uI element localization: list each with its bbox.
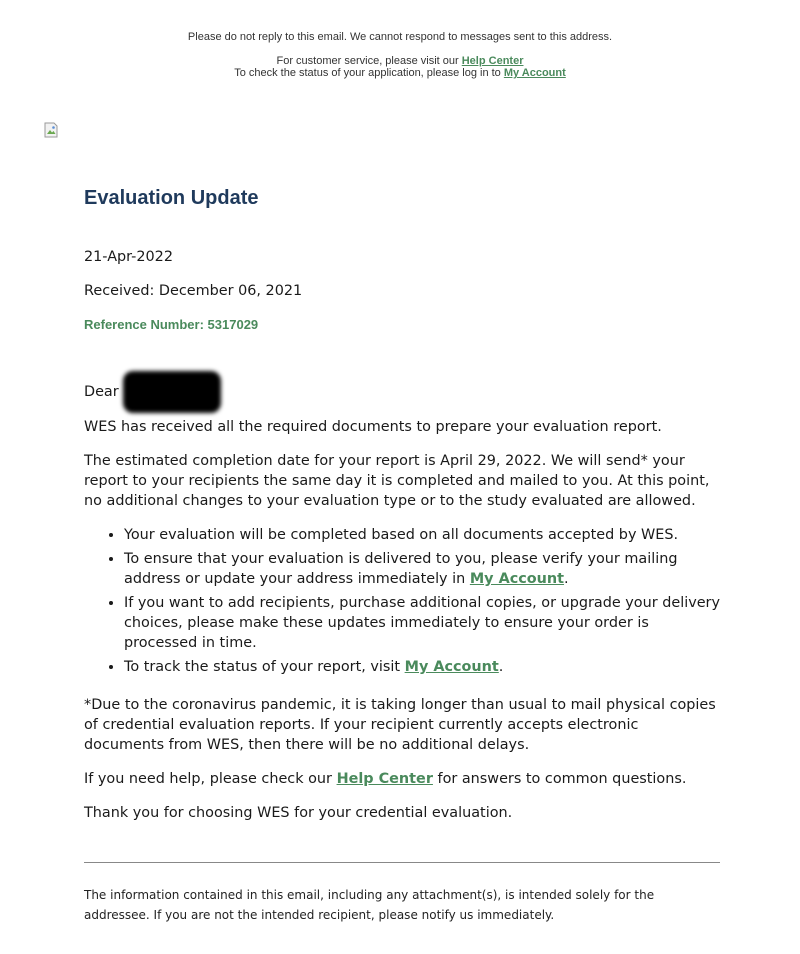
my-account-link[interactable]: My Account	[503, 67, 566, 79]
list-item-text: If you want to add recipients, purchase additional copies, or upgrade your delivery choices, please make these updates immediately to ensure your order is processed in time.	[124, 595, 720, 651]
page-title: Evaluation Update	[84, 187, 259, 209]
list-item-text: Your evaluation will be completed based on all documents accepted by WES.	[124, 527, 679, 543]
help-text: If you need help, please check our	[84, 771, 332, 787]
greeting	[84, 363, 720, 421]
help-suffix: for answers to common questions.	[437, 771, 687, 787]
list-item: • To track the status of your report, visit My Account.	[124, 657, 720, 677]
broken-image-icon	[43, 122, 59, 138]
info-list	[84, 525, 720, 681]
list-item-text: To track the status of your report, visit	[124, 659, 401, 675]
reference-number: Reference Number: 5317029	[84, 317, 259, 332]
status-text: To check the status of your application, please log in to	[234, 67, 501, 79]
my-account-link[interactable]: My Account	[469, 571, 565, 587]
divider	[84, 862, 720, 863]
help-line	[84, 769, 720, 789]
redacted-name	[123, 371, 221, 413]
list-item: • To ensure that your evaluation is delivered to you, please verify your mailing address or update your address immediately in My Account.	[124, 549, 720, 589]
my-account-link[interactable]: My Account	[404, 659, 499, 675]
greeting-text: Dear	[84, 384, 119, 400]
list-item-text: To ensure that your evaluation is delivered to you, please verify your mailing address or update your address immediately in	[124, 551, 678, 587]
list-item	[124, 593, 720, 653]
customer-service-line	[0, 55, 800, 67]
para-received: WES has received all the required documents to prepare your evaluation report.	[84, 419, 662, 435]
status-line	[0, 67, 800, 79]
email-date: 21-Apr-2022	[84, 249, 173, 265]
received-date: Received: December 06, 2021	[84, 283, 303, 299]
help-center-link[interactable]: Help Center	[336, 771, 433, 787]
help-center-link[interactable]: Help Center	[461, 55, 524, 67]
noreply-notice: Please do not reply to this email. We cannot respond to messages sent to this address.	[187, 31, 613, 43]
footer-disclaimer: The information contained in this email, including any attachment(s), is intended solely for the addressee. If you are not the intended recipient, please notify us immediately.	[84, 888, 655, 922]
thanks: Thank you for choosing WES for your credential evaluation.	[84, 805, 513, 821]
customer-service-text: For customer service, please visit our	[276, 55, 459, 67]
para-pandemic: *Due to the coronavirus pandemic, it is taking longer than usual to mail physical copies of credential evaluation reports. If your recipient currently accepts electronic documents from WES, then there will be no additional delays.	[84, 697, 716, 753]
list-item	[124, 525, 720, 545]
para-estimated: The estimated completion date for your report is April 29, 2022. We will send* your report to your recipients the same day it is completed and mailed to you. At this point, no additional changes to your evaluation type or to the study evaluated are allowed.	[84, 453, 710, 509]
